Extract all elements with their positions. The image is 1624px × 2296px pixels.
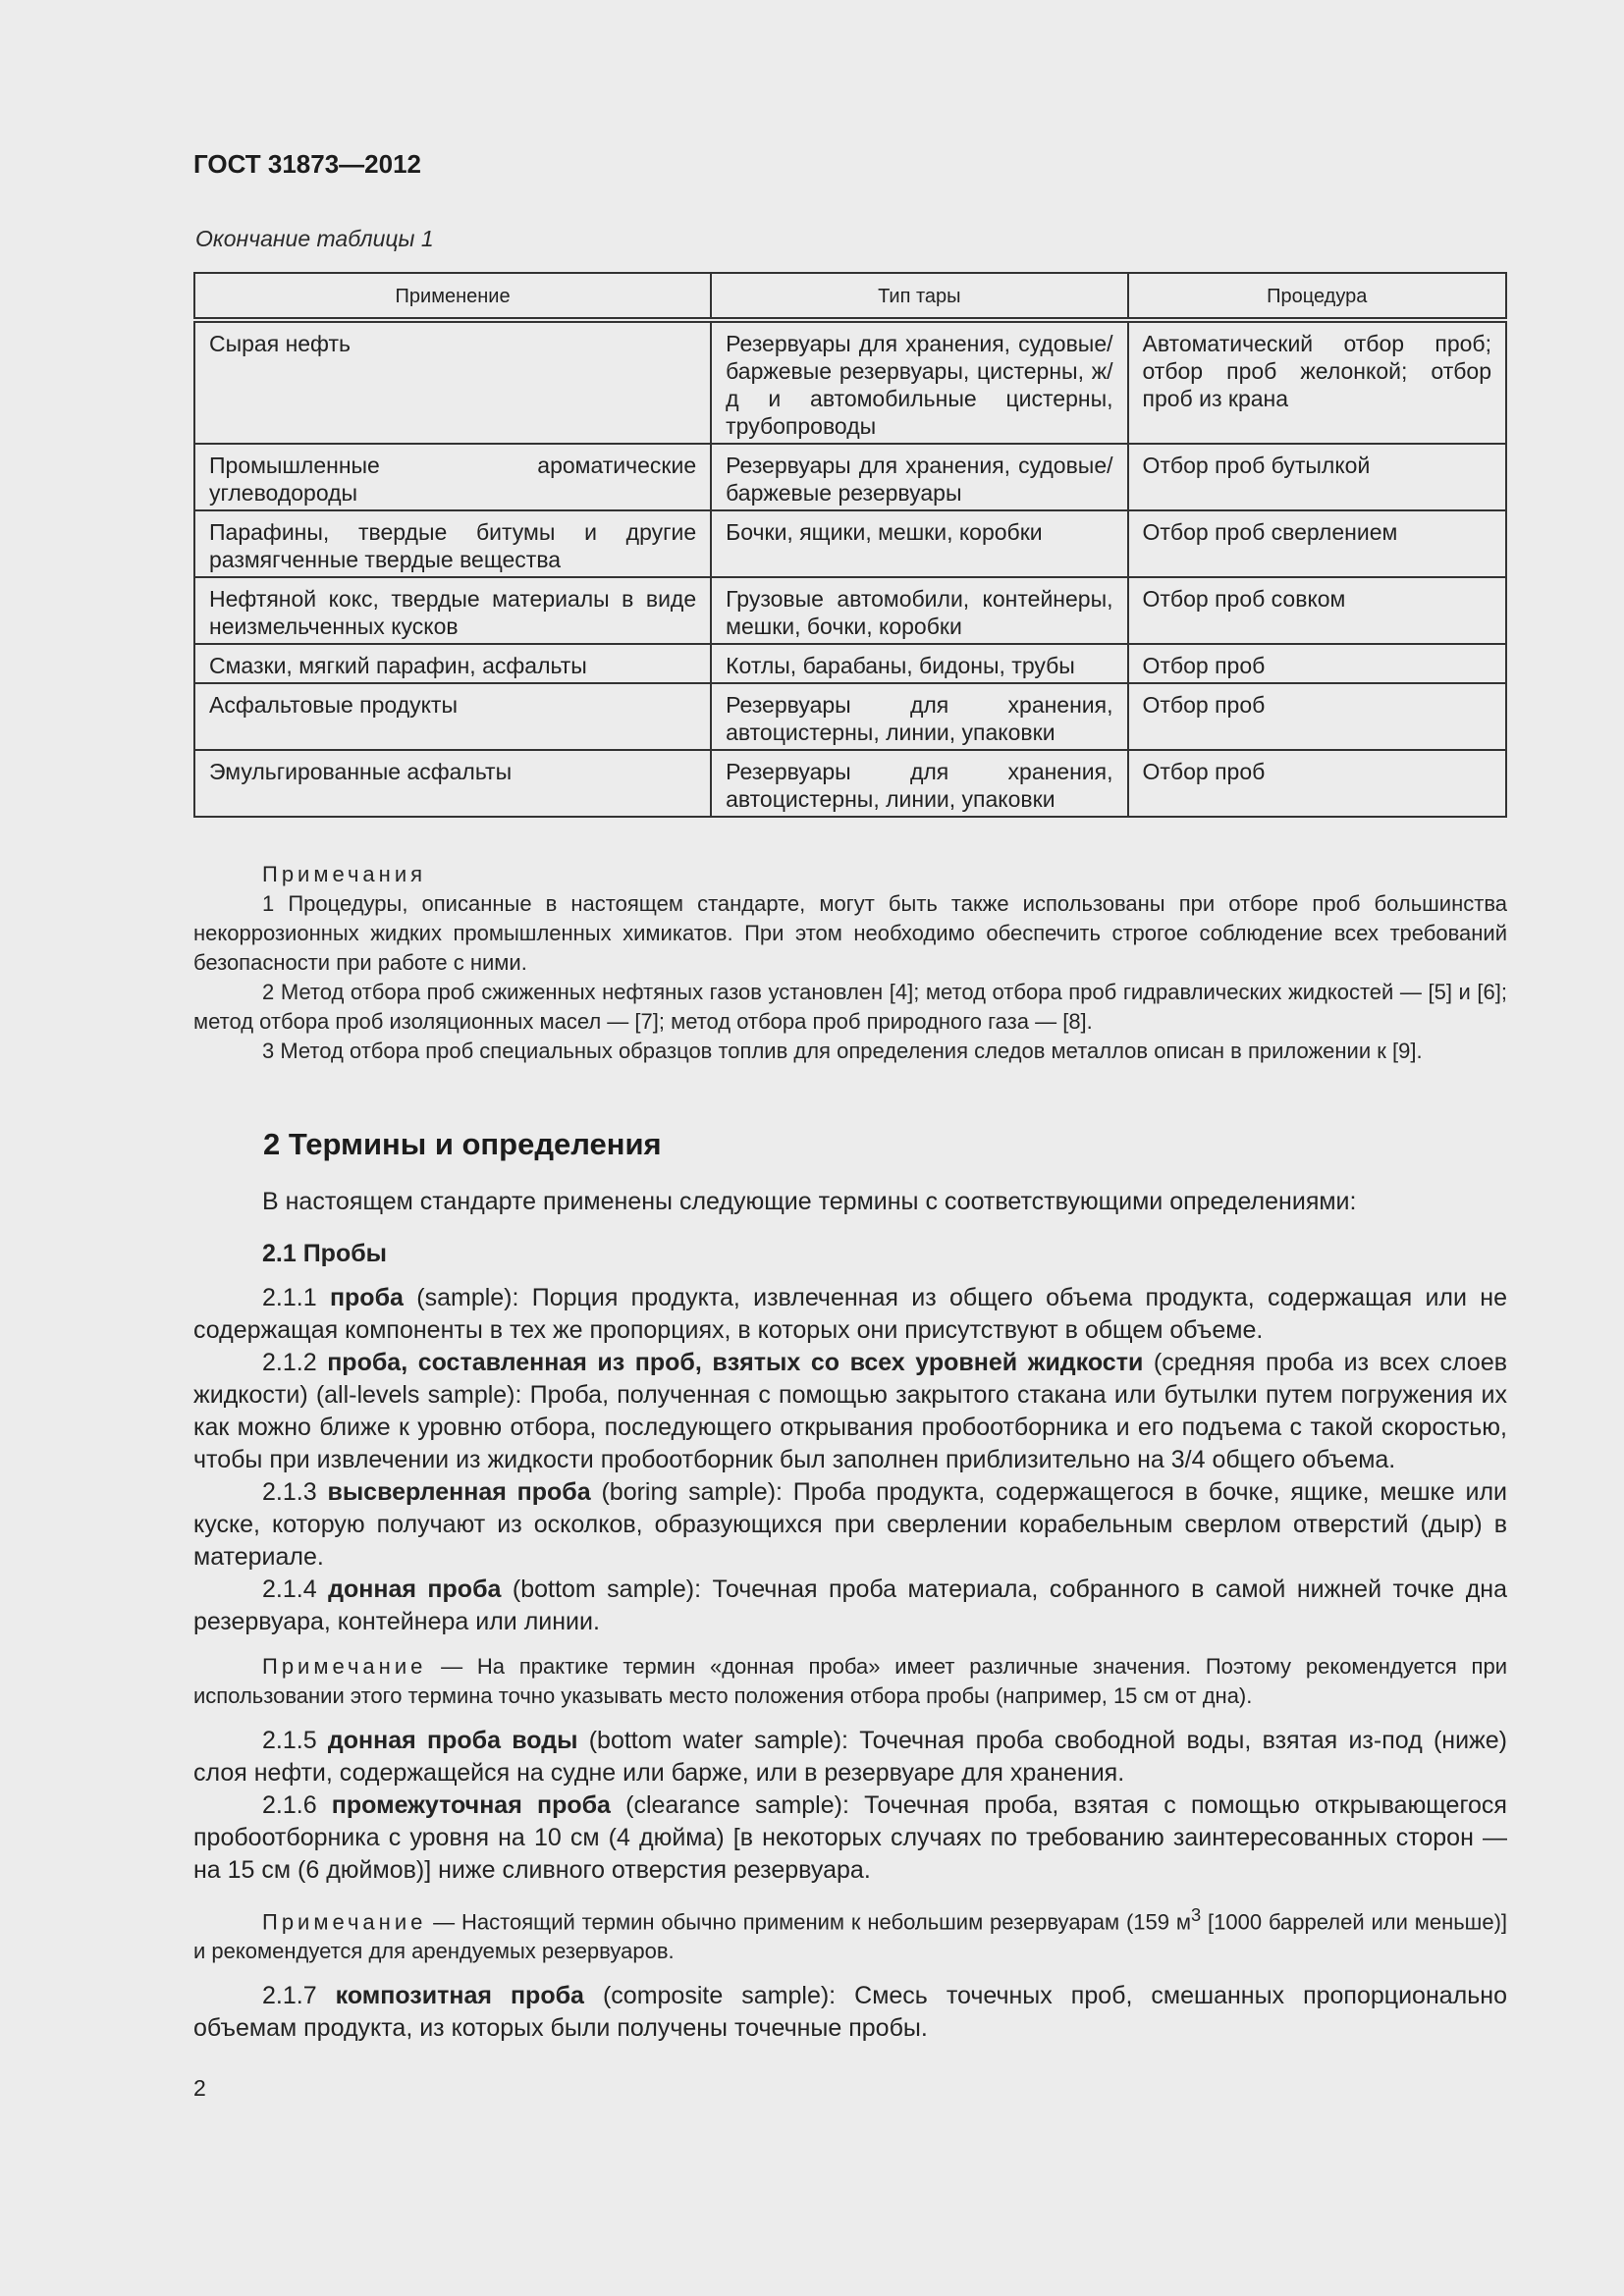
- table-cell: Отбор проб: [1128, 750, 1507, 817]
- note-item: 3 Метод отбора проб специальных образцов топлив для определения следов металлов описан в приложении к [9].: [262, 1039, 1423, 1063]
- term-name: проба, составленная из проб, взятых со всех уровней жидкости: [327, 1349, 1144, 1376]
- table-cell: Котлы, барабаны, бидоны, трубы: [711, 644, 1127, 683]
- page-number: 2: [193, 2075, 206, 2101]
- table-cell: Резервуары для хранения, автоцистерны, линии, упаковки: [711, 750, 1127, 817]
- note-text: — Настоящий термин обычно применим к небольшим резервуарам (159 м: [426, 1909, 1191, 1935]
- term-text: (bottom sample): Точечная проба материала, собранного в самой нижней точке дна резервуара, контейнера или линии.: [193, 1575, 1507, 1635]
- term-name: донная проба: [328, 1575, 502, 1603]
- table-cell: Смазки, мягкий парафин, асфальты: [194, 644, 711, 683]
- table-row: [194, 510, 1506, 577]
- table-cell: Нефтяной кокс, твердые материалы в виде неизмельченных кусков: [194, 577, 711, 644]
- term-name: композитная проба: [335, 1982, 584, 2010]
- table-row: [194, 683, 1506, 750]
- note-label: Примечание: [262, 1654, 427, 1679]
- table-cell: Отбор проб бутылкой: [1128, 444, 1507, 510]
- term-text: (sample): Порция продукта, извлеченная из общего объема продукта, содержащая или не содержащая компоненты в тех же пропорциях, в которых они присутствуют в общем объеме.: [193, 1284, 1507, 1344]
- term-definition: [193, 1980, 1507, 2045]
- term-definition: [193, 1725, 1507, 1789]
- table-row: [194, 444, 1506, 510]
- term-number: 2.1.4: [262, 1575, 317, 1603]
- term-name: проба: [329, 1284, 404, 1311]
- term-name: промежуточная проба: [331, 1791, 611, 1819]
- column-header: Применение: [194, 273, 711, 320]
- table-row: [194, 577, 1506, 644]
- table-row: [194, 644, 1506, 683]
- table-cell: Бочки, ящики, мешки, коробки: [711, 510, 1127, 577]
- column-header: Тип тары: [711, 273, 1127, 320]
- term-number: 2.1.6: [262, 1791, 317, 1819]
- table-cell: Грузовые автомобили, контейнеры, мешки, бочки, коробки: [711, 577, 1127, 644]
- table-row: [194, 750, 1506, 817]
- note-text: — На практике термин «донная проба» имеет различные значения. Поэтому рекомендуется при использовании этого термина точно указывать место положения отбора пробы (например, 15 см от дна).: [193, 1654, 1507, 1708]
- standard-code: ГОСТ 31873—2012: [193, 149, 421, 179]
- table-cell: Резервуары для хранения, судовые/баржевые резервуары, цистерны, ж/д и автомобильные цистерны, трубопроводы: [711, 320, 1127, 444]
- table-cell: Парафины, твердые битумы и другие размягченные твердые вещества: [194, 510, 711, 577]
- term-definition: [193, 1282, 1507, 1347]
- term-text: (clearance sample): Точечная проба, взятая с помощью открывающегося пробоотборника с уровня на 10 см (4 дюйма) [в некоторых случаях по требованию заинтересованных сторон — на 15 см (6 дюймов)] ниже сливного отверстия резервуара.: [193, 1791, 1507, 1884]
- table-cell: Автоматический отбор проб; отбор проб желонкой; отбор проб из крана: [1128, 320, 1507, 444]
- table-notes: [193, 860, 1507, 1066]
- term-note: [193, 1900, 1507, 1966]
- term-number: 2.1.1: [262, 1284, 317, 1311]
- term-number: 2.1.5: [262, 1727, 317, 1754]
- term-text: (boring sample): Проба продукта, содержащегося в бочке, ящике, мешке или куске, которую получают из осколков, образующихся при сверлении корабельным сверлом отверстий (дыр) в материале.: [193, 1478, 1508, 1571]
- table-cell: Промышленные ароматические углеводороды: [194, 444, 711, 510]
- term-definition: [193, 1574, 1507, 1638]
- section-title: 2 Термины и определения: [263, 1127, 662, 1161]
- term-number: 2.1.7: [262, 1982, 317, 2010]
- term-text: (средняя проба из всех слоев жидкости) (all-levels sample): Проба, полученная с помощью закрытого стакана или бутылки путем погружения их как можно ближе к уровню отбора, последующего открывания пробоотборника и его подъема с такой скоростью, чтобы при извлечении из жидкости пробоотборник был заполнен приблизительно на 3/4 общего объема.: [193, 1349, 1508, 1473]
- term-definition: [193, 1476, 1507, 1574]
- term-text: (composite sample): Смесь точечных проб, смешанных пропорционально объемам продукта, из которых были получены точечные пробы.: [193, 1982, 1507, 2043]
- term-number: 2.1.3: [262, 1478, 317, 1506]
- table-cell: Отбор проб сверлением: [1128, 510, 1507, 577]
- section-intro: В настоящем стандарте применены следующие термины с соответствующими определениями:: [262, 1188, 1357, 1215]
- table-1: [193, 272, 1507, 818]
- table-cell: Резервуары для хранения, судовые/баржевые резервуары: [711, 444, 1127, 510]
- notes-heading: Примечания: [262, 862, 427, 886]
- subsection-title: 2.1 Пробы: [262, 1240, 388, 1267]
- term-definition: [193, 1347, 1507, 1476]
- note-item: 1 Процедуры, описанные в настоящем стандарте, могут быть также использованы при отборе проб большинства некоррозионных жидких промышленных химикатов. При этом необходимо обеспечить строгое соблюдение всех требований безопасности при работе с ними.: [193, 891, 1507, 975]
- table-cell: Отбор проб: [1128, 644, 1507, 683]
- term-note: [193, 1652, 1507, 1711]
- table-cell: Эмульгированные асфальты: [194, 750, 711, 817]
- note-text: [1000 баррелей или меньше)] и рекомендуется для арендуемых резервуаров.: [193, 1909, 1508, 1964]
- table-cell: Отбор проб: [1128, 683, 1507, 750]
- table-caption: Окончание таблицы 1: [195, 226, 434, 251]
- table-cell: Резервуары для хранения, автоцистерны, линии, упаковки: [711, 683, 1127, 750]
- note-item: 2 Метод отбора проб сжиженных нефтяных газов установлен [4]; метод отбора проб гидравлических жидкостей — [5] и [6]; метод отбора проб изоляционных масел — [7]; метод отбора проб природного газа — [8].: [193, 980, 1507, 1034]
- table-cell: Сырая нефть: [194, 320, 711, 444]
- note-label: Примечание: [262, 1909, 427, 1935]
- term-number: 2.1.2: [262, 1349, 317, 1376]
- table-header-row: [194, 273, 1506, 320]
- superscript: 3: [1191, 1904, 1202, 1925]
- term-text: (bottom water sample): Точечная проба свободной воды, взятая из-под (ниже) слоя нефти, содержащейся на судне или барже, или в резервуаре для хранения.: [193, 1727, 1507, 1787]
- table-cell: Асфальтовые продукты: [194, 683, 711, 750]
- section-body: [193, 1186, 1507, 2045]
- table-row: [194, 320, 1506, 444]
- term-name: донная проба воды: [327, 1727, 578, 1754]
- table-cell: Отбор проб совком: [1128, 577, 1507, 644]
- term-definition: [193, 1789, 1507, 1887]
- term-name: высверленная проба: [327, 1478, 591, 1506]
- column-header: Процедура: [1128, 273, 1507, 320]
